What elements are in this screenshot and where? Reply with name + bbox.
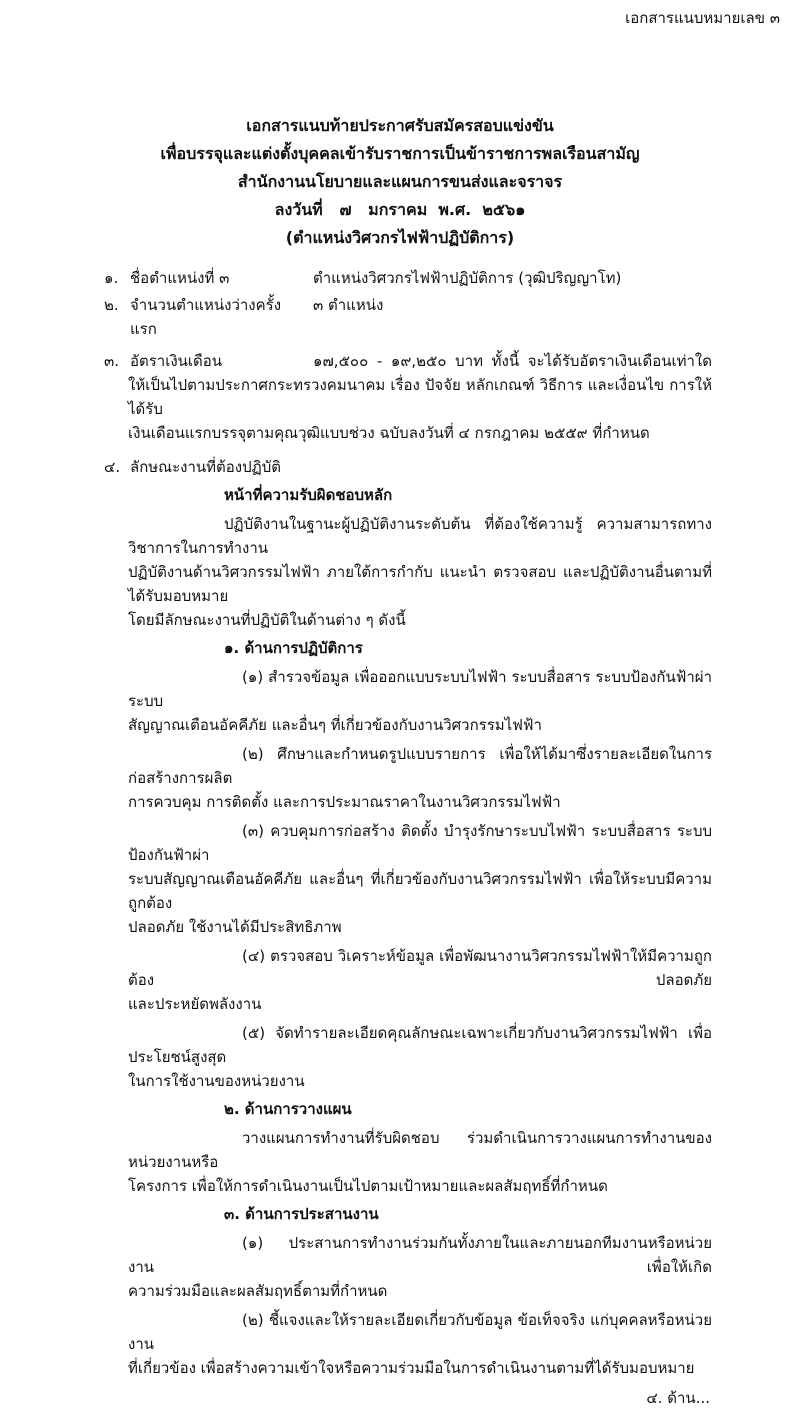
paragraph-line: ที่เกี่ยวข้อง เพื่อสร้างความเข้าใจหรือความร่วมมือในการดำเนินงานตามที่ได้รับมอบหมาย [128, 1359, 695, 1377]
paragraph-line: โดยมีลักษณะงานที่ปฏิบัติในด้านต่าง ๆ ดังนี้ [128, 611, 406, 629]
title-line-1: เอกสารแนบท้ายประกาศรับสมัครสอบแข่งขัน [246, 116, 554, 135]
item-vacancies [104, 293, 712, 341]
title-date: ลงวันที่ ๗ มกราคม พ.ศ. ๒๕๖๑ [274, 200, 526, 219]
paragraph-line: (๕) จัดทำรายละเอียดคุณลักษณะเฉพาะเกี่ยวกับงานวิศวกรรมไฟฟ้า เพื่อประโยชน์สูงสุด [128, 1024, 712, 1066]
paragraph-line: ในการใช้งานของหน่วยงาน [128, 1072, 305, 1090]
item-number: ๒. [104, 296, 119, 314]
item-value: ๓ ตำแหน่ง [313, 296, 384, 314]
item-number: ๔. [104, 458, 121, 476]
page-continuation: ๔. ด้าน... [646, 1389, 710, 1407]
item-text: ให้เป็นไปตามประกาศกระทรวงคมนาคม เรื่อง ปัจจัย หลักเกณฑ์ วิธีการ และเงื่อนไข การให้ได้รับ [128, 376, 712, 418]
paragraph-line: (๑) ประสานการทำงานร่วมกันทั้งภายในและภายนอกทีมงานหรือหน่วยงาน เพื่อให้เกิด [128, 1234, 712, 1276]
item-label: อัตราเงินเดือน [130, 352, 223, 370]
paragraph-line: การควบคุม การติดตั้ง และการประมาณราคาในงานวิศวกรรมไฟฟ้า [128, 793, 561, 811]
title-position: (ตำแหน่งวิศวกรไฟฟ้าปฏิบัติการ) [285, 228, 515, 247]
item-label: ลักษณะงานที่ต้องปฏิบัติ [130, 458, 281, 476]
paragraph-line: (๒) ศึกษาและกำหนดรูปแบบรายการ เพื่อให้ได้มาซึ่งรายละเอียดในการก่อสร้างการผลิต [128, 745, 712, 787]
attachment-number: เอกสารแนบหมายเลข ๓ [625, 9, 780, 27]
item-position-name [104, 266, 712, 290]
paragraph-line: ความร่วมมือและผลสัมฤทธิ์ตามที่กำหนด [128, 1282, 388, 1300]
section-heading: ๒. ด้านการวางแผน [224, 1100, 352, 1118]
paragraph-line: (๑) สำรวจข้อมูล เพื่อออกแบบระบบไฟฟ้า ระบบสื่อสาร ระบบป้องกันฟ้าผ่า ระบบ [128, 668, 712, 710]
title-line-2: เพื่อบรรจุและแต่งตั้งบุคคลเข้ารับราชการเป็นข้าราชการพลเรือนสามัญ [160, 144, 640, 163]
paragraph-line: (๒) ชี้แจงและให้รายละเอียดเกี่ยวกับข้อมูล ข้อเท็จจริง แก่บุคคลหรือหน่วยงาน [128, 1311, 712, 1353]
paragraph-line: และประหยัดพลังงาน [128, 995, 262, 1013]
item-value: ตำแหน่งวิศวกรไฟฟ้าปฏิบัติการ (วุฒิปริญญาโท) [313, 269, 622, 287]
paragraph-line: ปฏิบัติงานในฐานะผู้ปฏิบัติงานระดับต้น ที่ต้องใช้ความรู้ ความสามารถทางวิชาการในการทำงาน [128, 515, 712, 557]
item-number: ๓. [104, 352, 120, 370]
item-salary [104, 349, 712, 373]
item-number: ๑. [104, 269, 119, 287]
item-value: ๑๗,๕๐๐ - ๑๙,๒๕๐ บาท ทั้งนี้ จะได้รับอัตราเงินเดือนเท่าใด [313, 352, 712, 370]
paragraph-line: วางแผนการทำงานที่รับผิดชอบ ร่วมดำเนินการวางแผนการทำงานของหน่วยงานหรือ [128, 1129, 712, 1171]
paragraph-line: ปฏิบัติงานด้านวิศวกรรมไฟฟ้า ภายใต้การกำกับ แนะนำ ตรวจสอบ และปฏิบัติงานอื่นตามที่ได้รับมอบหมาย [128, 563, 712, 605]
paragraph-line: ปลอดภัย ใช้งานได้มีประสิทธิภาพ [128, 918, 342, 936]
item-text: เงินเดือนแรกบรรจุตามคุณวุฒิแบบช่วง ฉบับลงวันที่ ๔ กรกฎาคม ๒๕๕๙ ที่กำหนด [128, 424, 650, 442]
document-title [0, 112, 800, 252]
section-heading: ๑. ด้านการปฏิบัติการ [224, 639, 363, 657]
paragraph-line: ระบบสัญญาณเตือนอัคคีภัย และอื่นๆ ที่เกี่ยวข้องกับงานวิศวกรรมไฟฟ้า เพื่อให้ระบบมีความถูกต้อง [128, 870, 712, 912]
document-body [104, 266, 712, 1380]
title-line-3: สำนักงานนโยบายและแผนการขนส่งและจราจร [237, 172, 563, 191]
item-label: จำนวนตำแหน่งว่างครั้งแรก [130, 296, 282, 338]
section-heading: ๓. ด้านการประสานงาน [224, 1205, 379, 1223]
paragraph-line: (๔) ตรวจสอบ วิเคราะห์ข้อมูล เพื่อพัฒนางานวิศวกรรมไฟฟ้าให้มีความถูกต้อง ปลอดภัย [128, 947, 712, 989]
item-job-description [104, 455, 712, 479]
paragraph-line: (๓) ควบคุมการก่อสร้าง ติดตั้ง บำรุงรักษาระบบไฟฟ้า ระบบสื่อสาร ระบบป้องกันฟ้าผ่า [128, 822, 712, 864]
duties-heading: หน้าที่ความรับผิดชอบหลัก [224, 486, 393, 504]
paragraph-line: โครงการ เพื่อให้การดำเนินงานเป็นไปตามเป้าหมายและผลสัมฤทธิ์ที่กำหนด [128, 1177, 608, 1195]
item-label: ชื่อตำแหน่งที่ ๓ [130, 269, 230, 287]
paragraph-line: สัญญาณเตือนอัคคีภัย และอื่นๆ ที่เกี่ยวข้องกับงานวิศวกรรมไฟฟ้า [128, 716, 542, 734]
